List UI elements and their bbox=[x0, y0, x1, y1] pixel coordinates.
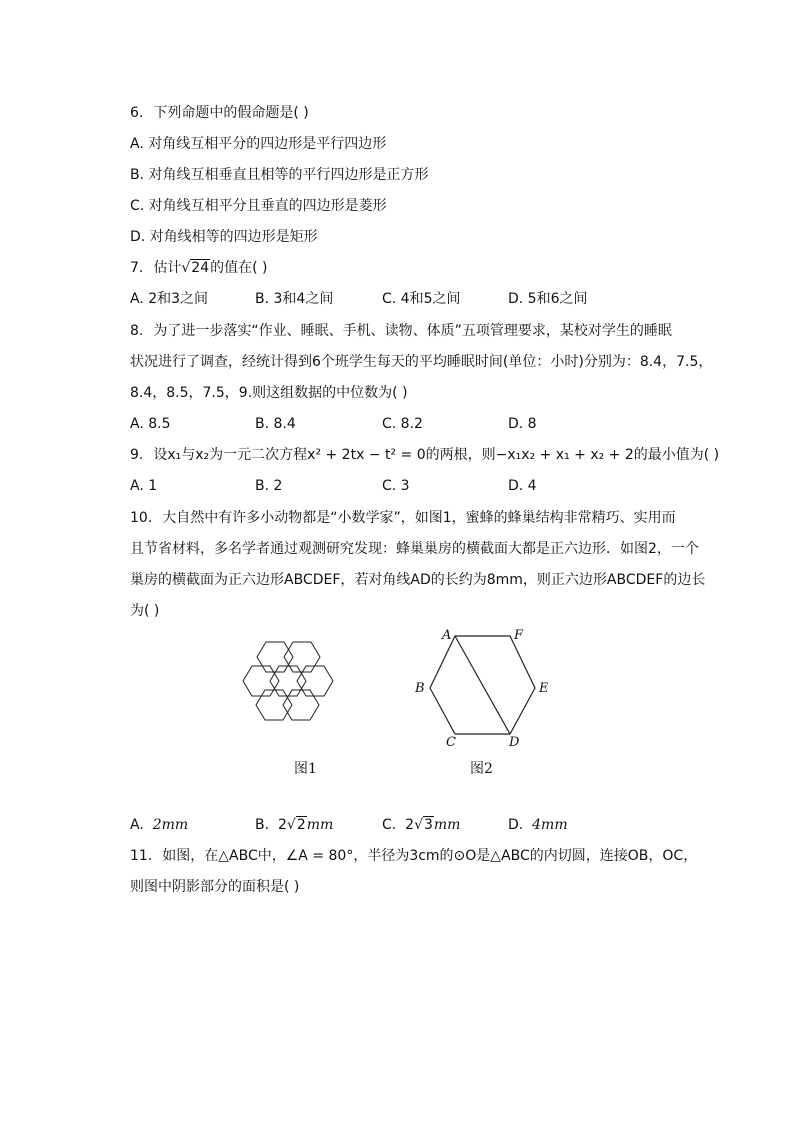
q9-option-b: B. 2 bbox=[255, 478, 283, 494]
diagonal-ad bbox=[455, 636, 510, 734]
q10-option-b-label: B. bbox=[255, 817, 270, 833]
q8-option-d: D. 8 bbox=[508, 416, 537, 432]
figure-2-hexagon bbox=[405, 625, 555, 750]
hexagon bbox=[283, 690, 319, 720]
q10-option-d-value: 4mm bbox=[532, 817, 568, 833]
vertex-label-e: E bbox=[539, 681, 549, 696]
q10-option-a-label: A. bbox=[130, 817, 144, 833]
q10-option-b bbox=[255, 815, 333, 835]
q7-option-d: D. 5和6之间 bbox=[508, 291, 588, 307]
q10-option-b-coef: 2 bbox=[277, 817, 287, 833]
q10-option-b-radicand: 2 bbox=[296, 817, 306, 833]
q7-stem-pre: 估计 bbox=[153, 260, 182, 276]
q8-number: 8. bbox=[130, 323, 144, 339]
q8-option-a: A. 8.5 bbox=[130, 416, 171, 432]
q9-option-c: C. 3 bbox=[382, 478, 410, 494]
q11-line-1-text: 如图，在△ABC中，∠A = 80°，半径为3cm的⊙O是△ABC的内切圆，连接OB，OC， bbox=[162, 848, 698, 864]
hexagon bbox=[284, 642, 320, 672]
q9-option-d: D. 4 bbox=[508, 478, 537, 494]
q10-option-c-coef: 2 bbox=[405, 817, 415, 833]
q6-stem-text: 下列命题中的假命题是( ) bbox=[153, 105, 309, 121]
q8-option-b: B. 8.4 bbox=[255, 416, 296, 432]
q7-stem bbox=[130, 258, 267, 278]
q10-number: 10. bbox=[130, 510, 153, 526]
q8-option-c: C. 8.2 bbox=[382, 416, 423, 432]
q6-option-c: C. 对角线互相平分且垂直的四边形是菱形 bbox=[130, 198, 387, 214]
q10-line-4: 为( ) bbox=[130, 603, 160, 619]
q11-number: 11. bbox=[130, 848, 153, 864]
q10-option-a-value: 2mm bbox=[152, 817, 189, 833]
q10-option-b-unit: mm bbox=[306, 817, 334, 833]
sqrt-sign: √ bbox=[414, 817, 423, 833]
q8-line-1-text: 为了进一步落实“作业、睡眠、手机、读物、体质”五项管理要求，某校对学生的睡眠 bbox=[153, 323, 672, 339]
vertex-label-a: A bbox=[442, 628, 452, 643]
q11-line-1 bbox=[130, 846, 697, 866]
q10-line-1-text: 大自然中有许多小动物都是“小数学家”，如图1，蜜蜂的蜂巢结构非常精巧、实用而 bbox=[162, 510, 676, 526]
q10-option-c-unit: mm bbox=[433, 817, 461, 833]
q10-option-a bbox=[130, 815, 188, 835]
q8-line-1 bbox=[130, 321, 672, 341]
q9-option-a: A. 1 bbox=[130, 478, 158, 494]
q10-line-2: 且节省材料，多名学者通过观测研究发现：蜂巢巢房的横截面大都是正六边形．如图2，一个 bbox=[130, 541, 699, 557]
figure-1-caption: 图1 bbox=[294, 761, 317, 777]
q6-option-b: B. 对角线互相垂直且相等的平行四边形是正方形 bbox=[130, 167, 429, 183]
q10-option-c-label: C. bbox=[382, 817, 397, 833]
figure-1-honeycomb bbox=[240, 636, 350, 726]
hexagon bbox=[297, 666, 333, 696]
q10-option-c bbox=[382, 815, 460, 835]
hexagon bbox=[270, 666, 306, 696]
vertex-label-b: B bbox=[415, 681, 425, 696]
q7-option-c: C. 4和5之间 bbox=[382, 291, 461, 307]
q9-stem-text: 设x₁与x₂为一元二次方程x² + 2tx − t² = 0的两根，则−x₁x₂ + x₁ + x₂ + 2的最小值为( ) bbox=[153, 447, 720, 463]
figure-2-caption: 图2 bbox=[470, 761, 493, 777]
q6-number: 6. bbox=[130, 105, 144, 121]
sqrt-sign: √ bbox=[181, 260, 191, 276]
q10-option-d bbox=[508, 815, 568, 835]
q8-line-2: 状况进行了调查，经统计得到6个班学生每天的平均睡眠时间(单位：小时)分别为：8.4，7.5， bbox=[130, 354, 713, 370]
q11-line-2: 则图中阴影部分的面积是( ) bbox=[130, 879, 300, 895]
q7-option-b: B. 3和4之间 bbox=[255, 291, 334, 307]
q6-option-a: A. 对角线互相平分的四边形是平行四边形 bbox=[130, 136, 387, 152]
q9-stem bbox=[130, 445, 719, 465]
hexagon-diagram-svg bbox=[405, 625, 555, 750]
vertex-label-d: D bbox=[509, 735, 520, 750]
honeycomb-svg bbox=[240, 636, 350, 726]
q6-stem bbox=[130, 103, 309, 123]
vertex-label-f: F bbox=[514, 628, 524, 643]
vertex-label-c: C bbox=[446, 735, 456, 750]
q7-number: 7. bbox=[130, 260, 144, 276]
q10-line-1 bbox=[130, 508, 676, 528]
q7-stem-post: 的值在( ) bbox=[210, 260, 268, 276]
q10-option-c-radicand: 3 bbox=[423, 817, 433, 833]
q7-radicand: 24 bbox=[191, 260, 210, 276]
sqrt-sign: √ bbox=[286, 817, 296, 833]
q10-option-d-label: D. bbox=[508, 817, 524, 833]
hexagon bbox=[257, 642, 293, 672]
q7-option-a: A. 2和3之间 bbox=[130, 291, 209, 307]
hexagon bbox=[243, 666, 279, 696]
q10-line-3: 巢房的横截面为正六边形ABCDEF，若对角线AD的长约为8mm，则正六边形ABCDEF的边长 bbox=[130, 572, 706, 588]
q8-line-3: 8.4，8.5，7.5，9.则这组数据的中位数为( ) bbox=[130, 385, 408, 401]
q6-option-d: D. 对角线相等的四边形是矩形 bbox=[130, 229, 318, 245]
hexagon bbox=[256, 690, 292, 720]
q9-number: 9. bbox=[130, 447, 144, 463]
